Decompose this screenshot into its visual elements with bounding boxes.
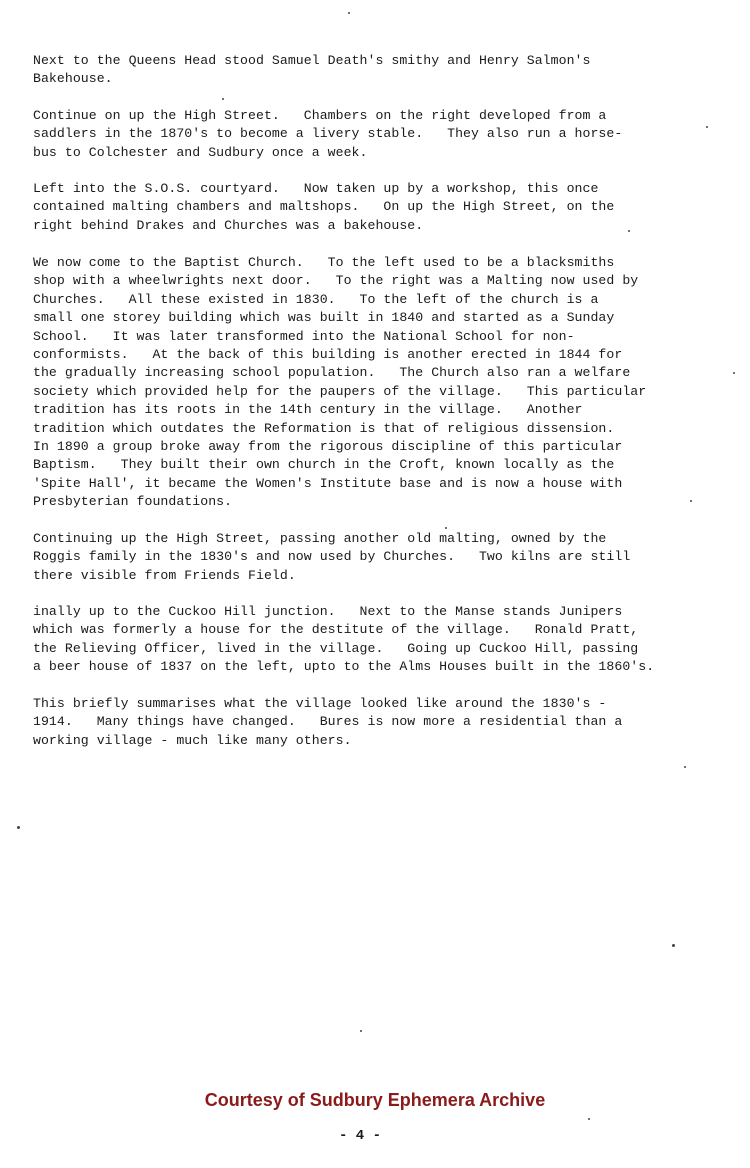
paragraph-baptist-church: We now come to the Baptist Church. To the left used to be a blacksmiths shop with a wheelwrights next door. To the right was a Malting now used by Churches. All these existed in 1830. To the left of the church is a small one storey building which was built in 1840 and started as a Sunday School. It was later transformed into the National School for non- conformists. At the back of this building is another erected in 1844 for the gradually increasing school population. The Church also ran a welfare society which provided help for the paupers of the village. This particular tradition has its roots in the 14th century in the village. Another tradition which outdates the Reformation is that of religious dissension. In 1890 a group broke away from the rigorous discipline of this particular Baptism. They built their own church in the Croft, known locally as the 'Spite Hall', it became the Women's Institute base and is now a house with Presbyterian foundations. xyxy=(33,255,647,510)
courtesy-credit: Courtesy of Sudbury Ephemera Archive xyxy=(204,1090,546,1110)
scan-speck xyxy=(684,766,686,768)
scan-speck xyxy=(672,944,675,947)
page-number: - 4 - xyxy=(338,1128,381,1144)
scan-speck xyxy=(360,1030,362,1032)
paragraph-sos-courtyard: Left into the S.O.S. courtyard. Now taken up by a workshop, this once contained malting chambers and maltshops. On up the High Street, on the right behind Drakes and Churches was a bakehouse. xyxy=(33,181,615,233)
scan-speck xyxy=(706,126,708,128)
scan-speck xyxy=(17,826,20,829)
scan-speck xyxy=(445,527,447,529)
paragraph-old-malting: Continuing up the High Street, passing another old malting, owned by the Roggis family in the 1830's and now used by Churches. Two kilns are still there visible from Friends Field. xyxy=(33,531,631,583)
paragraph-queens-head: Next to the Queens Head stood Samuel Death's smithy and Henry Salmon's Bakehouse. xyxy=(33,53,591,87)
scan-speck xyxy=(628,230,630,232)
scan-speck xyxy=(348,12,350,14)
paragraph-high-street: Continue on up the High Street. Chambers on the right developed from a saddlers in the 1870's to become a livery stable. They also run a horse- bus to Colchester and Sudbury once a week. xyxy=(33,108,623,160)
scan-speck xyxy=(733,372,735,374)
paragraph-cuckoo-hill: inally up to the Cuckoo Hill junction. Next to the Manse stands Junipers which was formerly a house for the destitute of the village. Ronald Pratt, the Relieving Officer, lived in the village. Going up Cuckoo Hill, passing a beer house of 1837 on the left, upto to the Alms Houses built in the 1860's. xyxy=(33,604,655,675)
paragraph-summary: This briefly summarises what the village looked like around the 1830's - 1914. Many things have changed. Bures is now more a residential than a working village - much like many others. xyxy=(33,696,623,748)
scan-speck xyxy=(222,98,224,100)
scan-speck xyxy=(588,1118,590,1120)
scan-speck xyxy=(690,500,692,502)
